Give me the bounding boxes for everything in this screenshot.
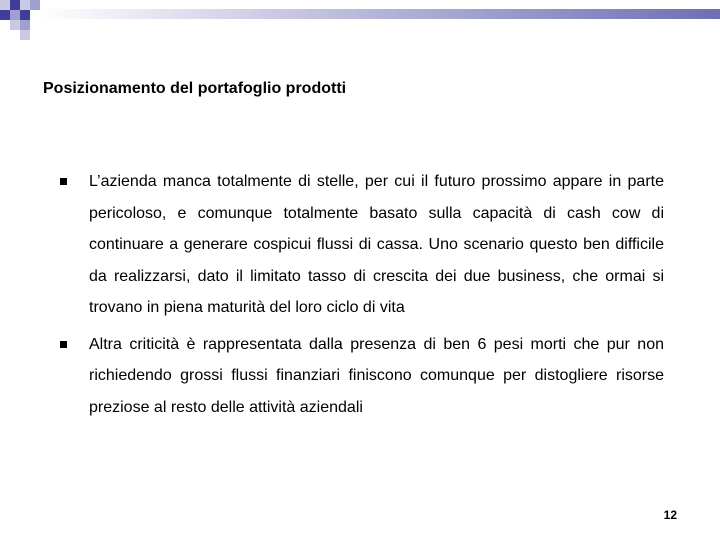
header-decoration xyxy=(0,0,720,50)
square-bullet-icon xyxy=(60,178,67,185)
square-bullet-icon xyxy=(60,341,67,348)
gradient-band xyxy=(40,9,720,19)
bullet-text: L’azienda manca totalmente di stelle, per cui il futuro prossimo appare in parte pericoloso, e comunque totalmente basato sulla capacità di cash cow di continuare a generare cospicui flussi di cassa. Uno scenario questo ben difficile da realizzarsi, dato il limitato tasso di crescita dei due business, che ormai si trovano in piena maturità del loro ciclo di vita xyxy=(89,173,664,316)
bullet-list xyxy=(60,166,664,428)
page-number: 12 xyxy=(663,508,677,522)
checkered-squares-decoration xyxy=(0,0,40,40)
bullet-item xyxy=(60,329,664,424)
bullet-text: Altra criticità è rappresentata dalla presenza di ben 6 pesi morti che pur non richiedendo grossi flussi finanziari finiscono comunque per distogliere risorse preziose al resto delle attività aziendali xyxy=(89,335,664,416)
slide-title: Posizionamento del portafoglio prodotti xyxy=(43,80,347,97)
bullet-item xyxy=(60,166,664,324)
